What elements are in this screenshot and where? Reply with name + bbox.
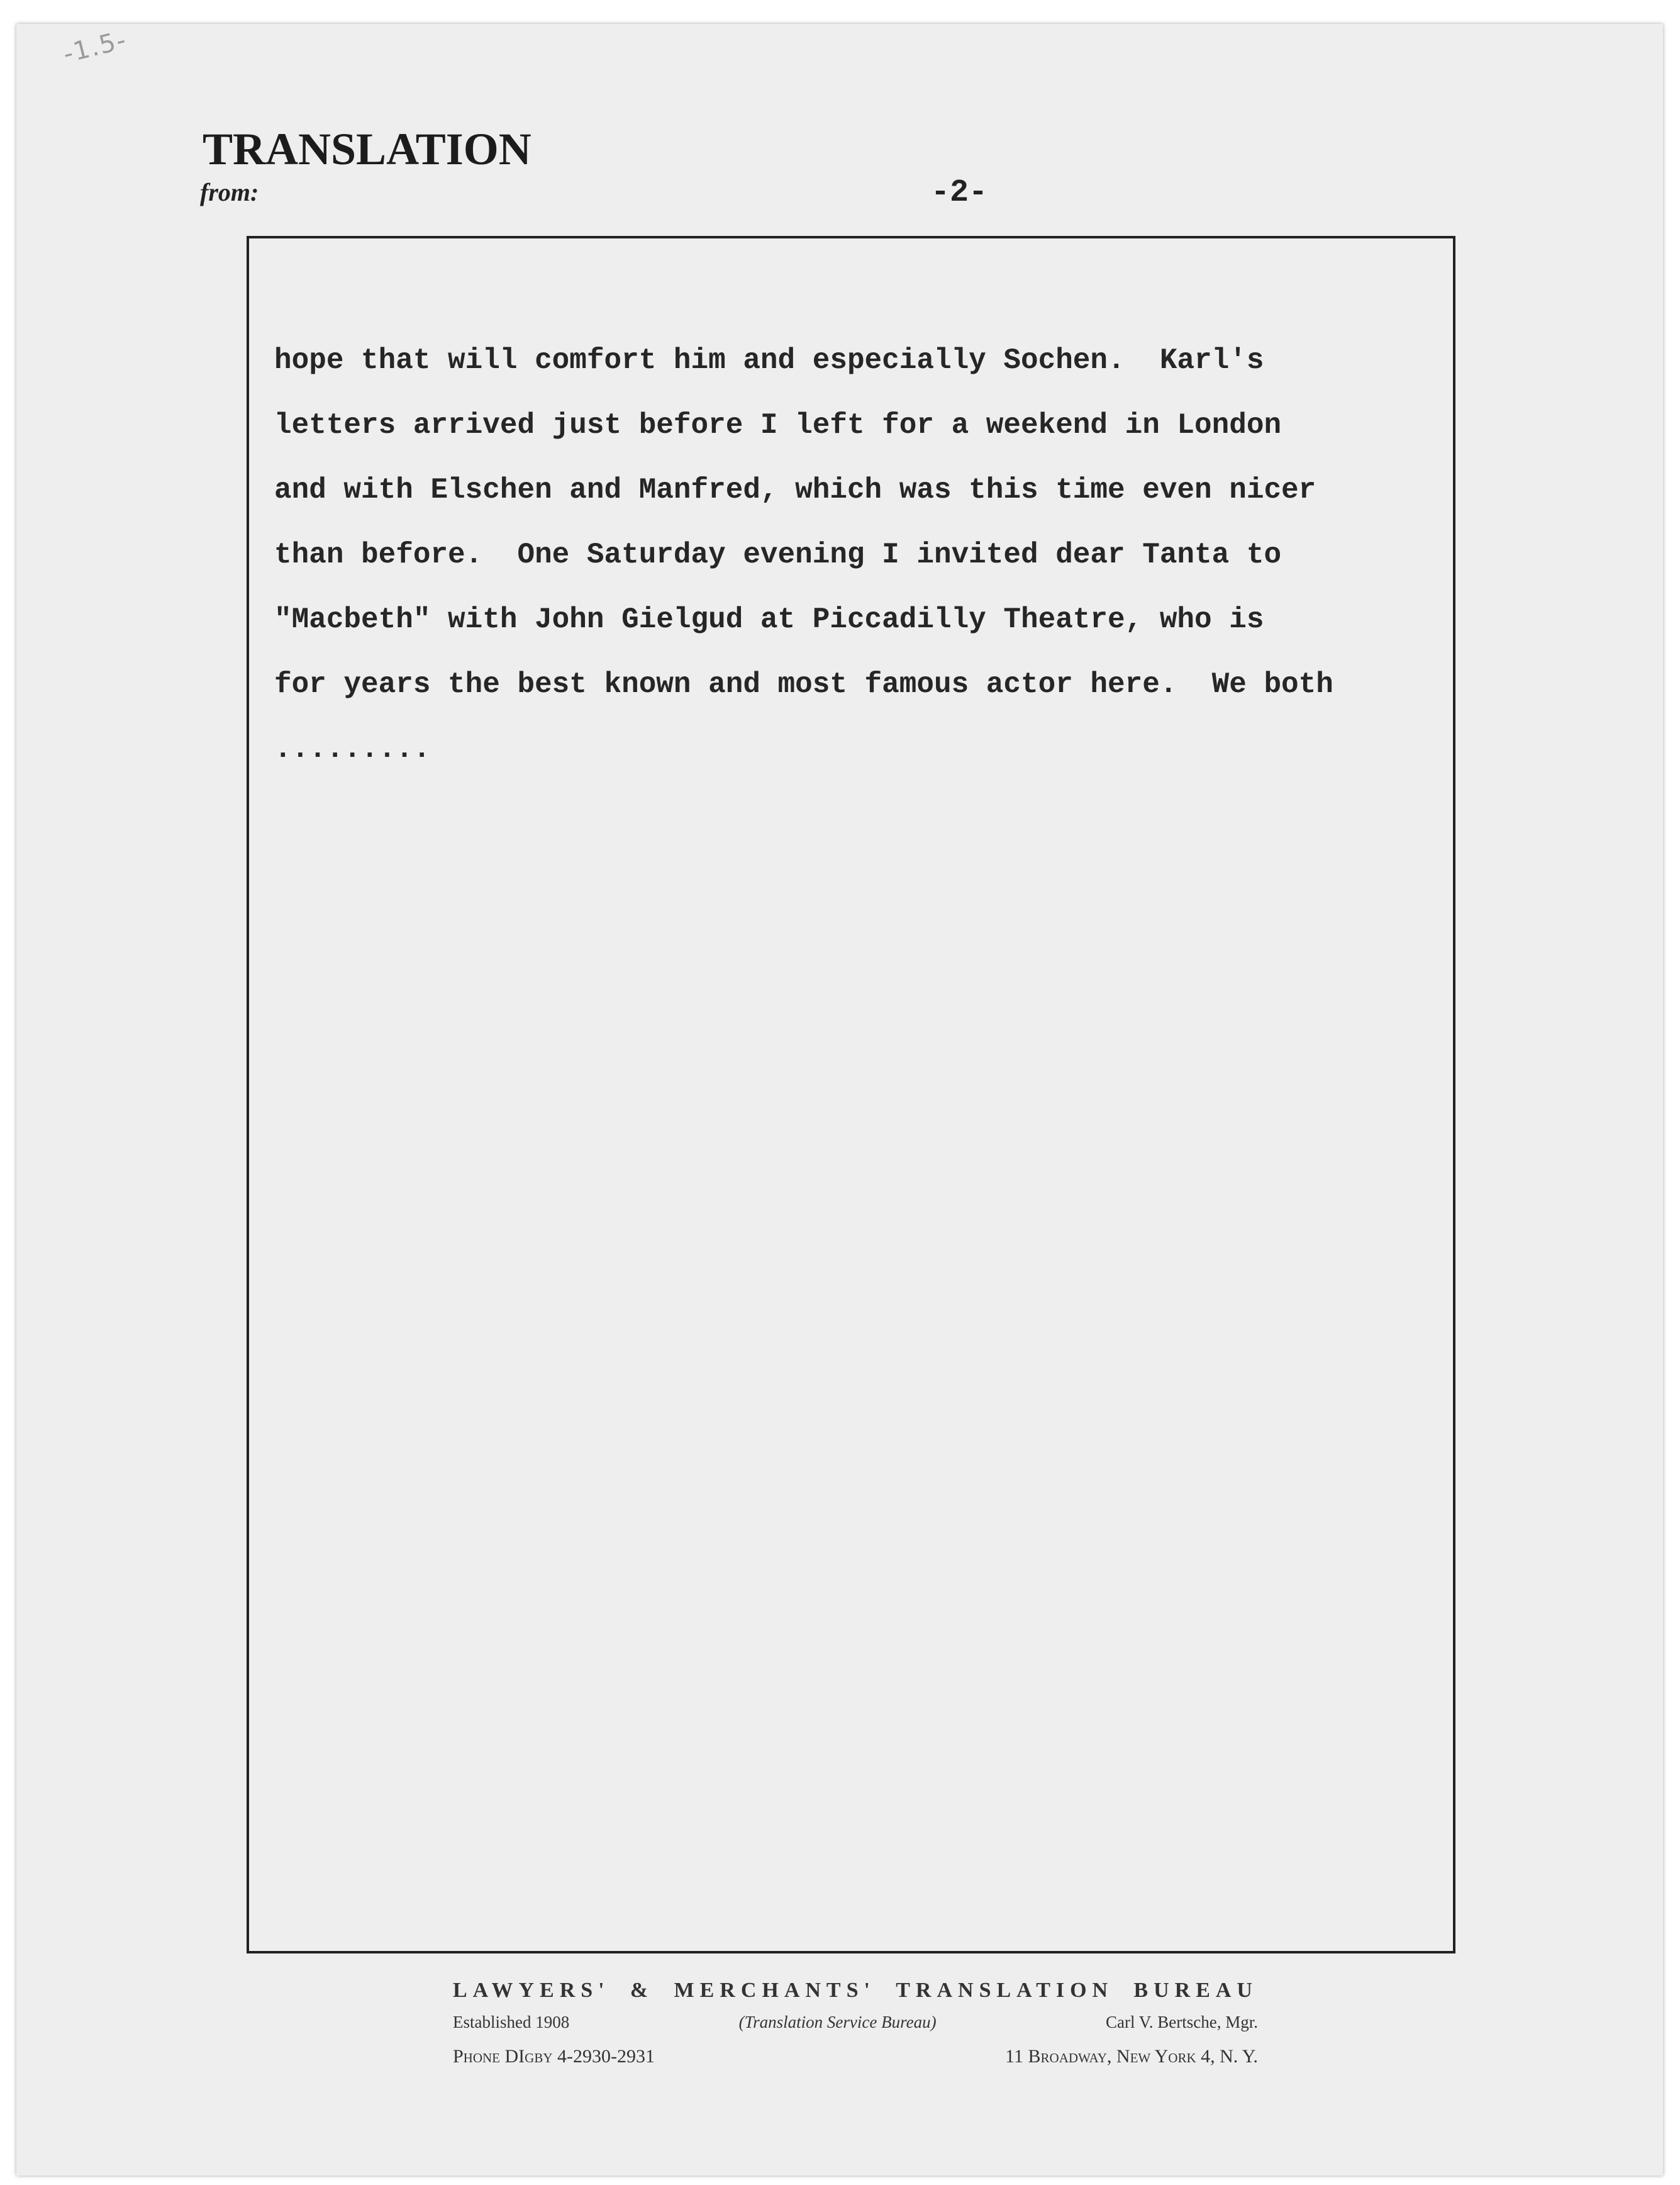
document-title: TRANSLATION xyxy=(203,124,531,174)
bureau-details xyxy=(453,2013,1258,2032)
bureau-word: LAWYERS' xyxy=(453,1979,610,2002)
body-line: for years the best known and most famous actor here. We both xyxy=(274,668,1333,701)
service-text: (Translation Service Bureau) xyxy=(738,2013,937,2031)
body-line: hope that will comfort him and especially Sochen. Karl's xyxy=(274,344,1264,377)
established-text: Established 1908 xyxy=(453,2013,570,2031)
manager-text: Carl V. Bertsche, Mgr. xyxy=(1105,2013,1258,2031)
address-text: 11 Broadway, New York 4, N. Y. xyxy=(1005,2046,1258,2067)
letter-body xyxy=(274,328,1469,782)
body-line: than before. One Saturday evening I invited dear Tanta to xyxy=(274,539,1282,571)
from-label: from: xyxy=(200,178,259,206)
phone-text: Phone DIgby 4-2930-2931 xyxy=(453,2046,655,2067)
bureau-word: TRANSLATION xyxy=(896,1979,1114,2002)
letterhead-footer xyxy=(453,1979,1258,2067)
body-line: "Macbeth" with John Gielgud at Piccadilly Theatre, who is xyxy=(274,603,1264,636)
bureau-contact xyxy=(453,2046,1258,2067)
bureau-word: MERCHANTS' xyxy=(674,1979,876,2002)
bureau-name xyxy=(453,1979,1258,2003)
bureau-word: & xyxy=(630,1979,654,2002)
page-number: -2- xyxy=(931,175,988,211)
pencil-annotation: -1.5- xyxy=(60,25,130,69)
body-line: letters arrived just before I left for a weekend in London xyxy=(274,409,1282,442)
body-line: and with Elschen and Manfred, which was this time even nicer xyxy=(274,474,1316,506)
bureau-word: BUREAU xyxy=(1133,1979,1258,2002)
body-line-ellipsis: ......... xyxy=(274,733,431,766)
